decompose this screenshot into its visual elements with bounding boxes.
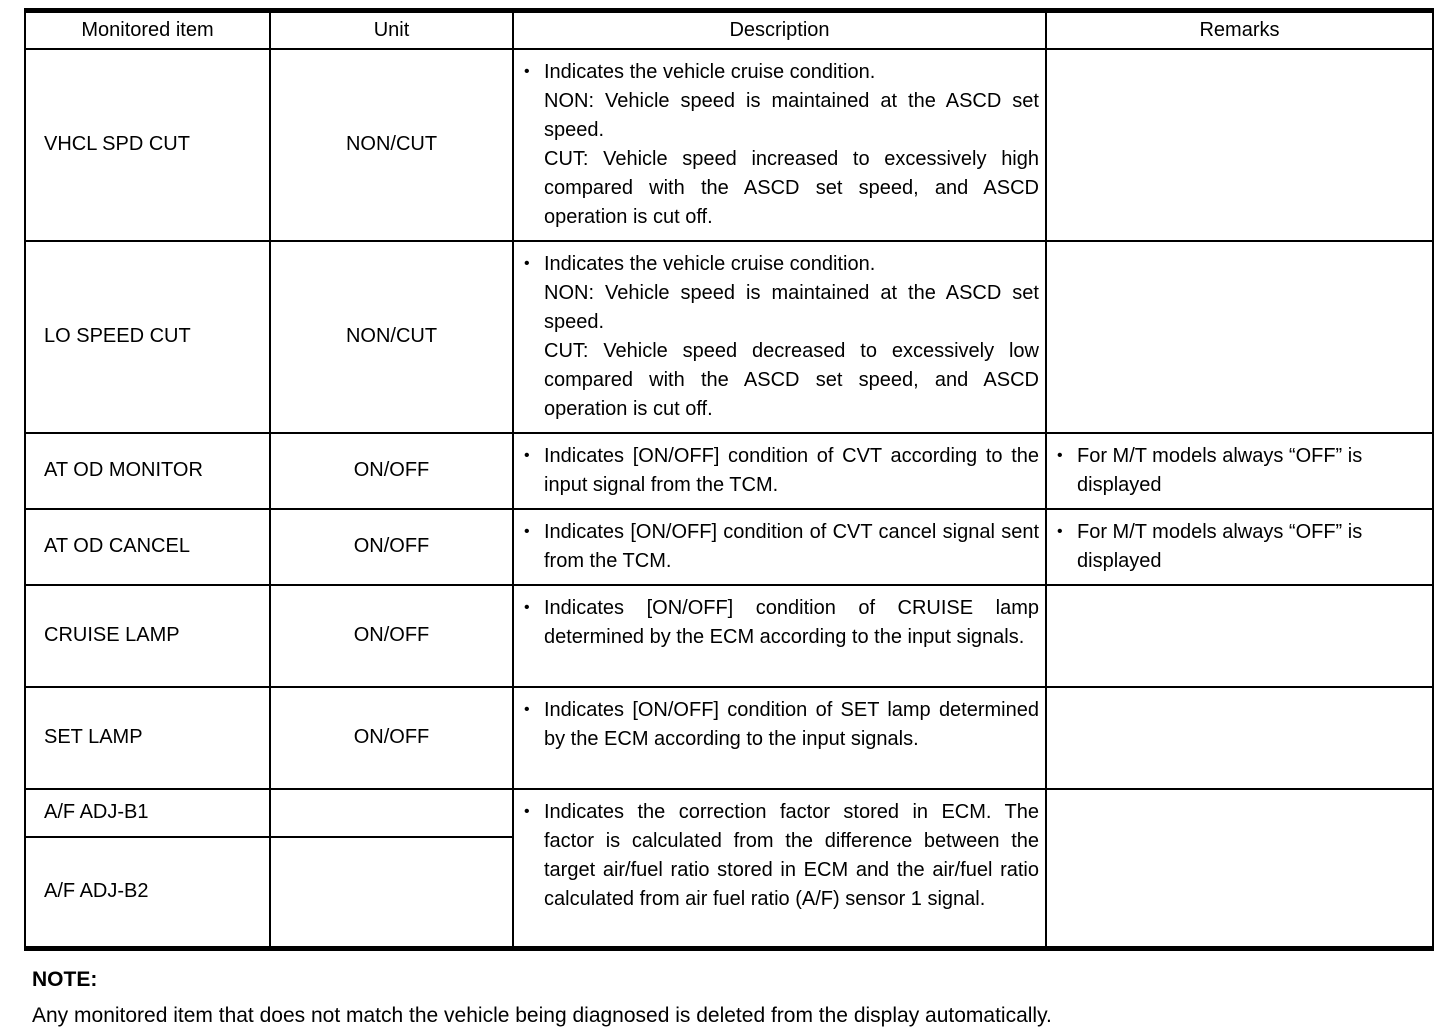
- unit-cell: [270, 837, 513, 949]
- description-line: Indicates the vehicle cruise condition.: [544, 252, 876, 275]
- unit-cell: NON/CUT: [270, 49, 513, 241]
- remarks-line: For M/T models always “OFF” is displayed: [1077, 520, 1363, 572]
- bullet-icon: •: [524, 598, 530, 616]
- description-line: Indicates [ON/OFF] condition of CVT according to the input signal from the TCM.: [544, 444, 1039, 496]
- description-cell: [513, 789, 1046, 949]
- description-line: CUT: Vehicle speed decreased to excessively low compared with the ASCD set speed, and ASCD operation is cut off.: [544, 339, 1039, 420]
- table-row: [25, 49, 1433, 241]
- description-cell: [513, 687, 1046, 789]
- remarks-line: For M/T models always “OFF” is displayed: [1077, 444, 1363, 496]
- table-row: [25, 433, 1433, 509]
- bullet-icon: •: [524, 700, 530, 718]
- description-cell: [513, 241, 1046, 433]
- unit-cell: ON/OFF: [270, 585, 513, 687]
- monitored-item-cell: CRUISE LAMP: [25, 585, 270, 687]
- note-text: Any monitored item that does not match the vehicle being diagnosed is deleted from the display automatically.: [32, 1004, 1052, 1027]
- unit-cell: ON/OFF: [270, 433, 513, 509]
- note-label: NOTE:: [32, 968, 98, 991]
- unit-cell: NON/CUT: [270, 241, 513, 433]
- table-row: [25, 789, 1433, 837]
- table-row: [25, 585, 1433, 687]
- monitored-item-cell: A/F ADJ-B2: [25, 837, 270, 949]
- monitored-item-cell: VHCL SPD CUT: [25, 49, 270, 241]
- description-line: Indicates [ON/OFF] condition of SET lamp determined by the ECM according to the input signals.: [544, 698, 1039, 750]
- unit-cell: [270, 789, 513, 837]
- header-row: [25, 11, 1433, 49]
- description-cell: [513, 585, 1046, 687]
- column-header-unit: Unit: [270, 11, 513, 49]
- description-line: Indicates [ON/OFF] condition of CRUISE lamp determined by the ECM according to the input signals.: [544, 596, 1039, 648]
- description-line: CUT: Vehicle speed increased to excessively high compared with the ASCD set speed, and ASCD operation is cut off.: [544, 147, 1039, 228]
- unit-cell: ON/OFF: [270, 509, 513, 585]
- remarks-cell: [1046, 509, 1433, 585]
- description-line: NON: Vehicle speed is maintained at the ASCD set speed.: [544, 281, 1039, 333]
- monitored-item-cell: A/F ADJ-B1: [25, 789, 270, 837]
- bullet-icon: •: [524, 802, 530, 820]
- monitored-item-cell: SET LAMP: [25, 687, 270, 789]
- note-section: [24, 965, 1432, 1031]
- remarks-cell: [1046, 49, 1433, 241]
- column-header-remarks: Remarks: [1046, 11, 1433, 49]
- description-line: NON: Vehicle speed is maintained at the ASCD set speed.: [544, 89, 1039, 141]
- remarks-cell: [1046, 789, 1433, 949]
- table-row: [25, 509, 1433, 585]
- bullet-icon: •: [524, 522, 530, 540]
- description-cell: [513, 509, 1046, 585]
- table-row: [25, 241, 1433, 433]
- unit-cell: ON/OFF: [270, 687, 513, 789]
- monitored-item-cell: LO SPEED CUT: [25, 241, 270, 433]
- remarks-cell: [1046, 241, 1433, 433]
- bullet-icon: •: [524, 254, 530, 272]
- remarks-cell: [1046, 687, 1433, 789]
- bullet-icon: •: [1057, 446, 1063, 464]
- remarks-cell: [1046, 433, 1433, 509]
- description-cell: [513, 433, 1046, 509]
- bullet-icon: •: [1057, 522, 1063, 540]
- monitored-item-cell: AT OD MONITOR: [25, 433, 270, 509]
- description-line: Indicates the vehicle cruise condition.: [544, 60, 876, 83]
- description-line: Indicates the correction factor stored in ECM. The factor is calculated from the difference between the target air/fuel ratio stored in ECM and the air/fuel ratio calculated from air fuel ratio (A/F) sensor 1 signal.: [544, 800, 1039, 910]
- table-row: [25, 687, 1433, 789]
- column-header-monitored-item: Monitored item: [25, 11, 270, 49]
- column-header-description: Description: [513, 11, 1046, 49]
- monitored-item-cell: AT OD CANCEL: [25, 509, 270, 585]
- data-monitor-table: [24, 8, 1434, 951]
- description-line: Indicates [ON/OFF] condition of CVT cancel signal sent from the TCM.: [544, 520, 1039, 572]
- remarks-cell: [1046, 585, 1433, 687]
- bullet-icon: •: [524, 446, 530, 464]
- bullet-icon: •: [524, 62, 530, 80]
- description-cell: [513, 49, 1046, 241]
